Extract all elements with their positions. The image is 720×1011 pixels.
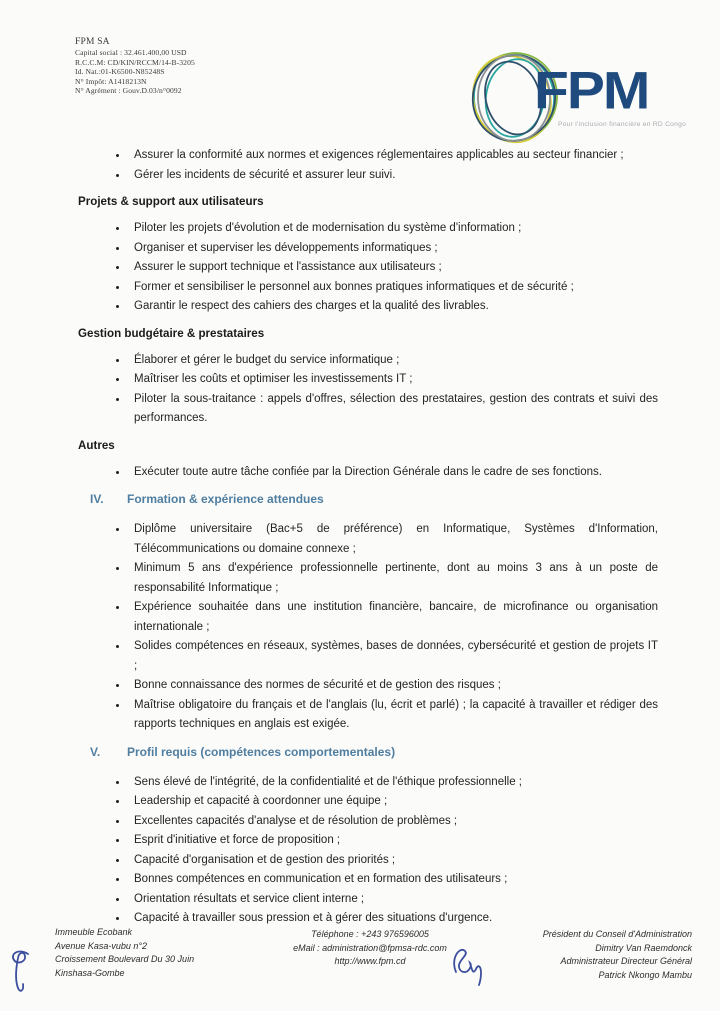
document-content — [78, 146, 658, 937]
list-item: • Orientation résultats et service client interne ; — [128, 890, 658, 910]
list-item: • Solides compétences en réseaux, systèmes, bases de données, cybersécurité et gestion de projets IT ; — [128, 637, 658, 676]
letterhead — [75, 37, 195, 96]
numbered-section-heading — [78, 743, 658, 761]
list-item: • Former et sensibiliser le personnel aux bonnes pratiques informatiques et de sécurité ; — [128, 278, 658, 298]
list-item: • Bonne connaissance des normes de sécurité et de gestion des risques ; — [128, 676, 658, 696]
bullet-list — [78, 351, 658, 429]
footer-email: eMail : administration@fpmsa-rdc.com — [293, 942, 447, 953]
signatory-name: Dimitry Van Raemdonck — [595, 942, 692, 953]
bullet-list — [78, 146, 658, 185]
list-item: • Minimum 5 ans d'expérience professionnelle pertinente, dont au moins 3 ans à un poste de responsabilité Informatique ; — [128, 559, 658, 598]
list-item: • Excellentes capacités d'analyse et de résolution de problèmes ; — [128, 812, 658, 832]
company-name: FPM SA — [75, 37, 110, 47]
list-item: • Leadership et capacité à coordonner une équipe ; — [128, 792, 658, 812]
logo-wordmark: FPM — [534, 61, 649, 121]
signatory-name: Patrick Nkongo Mambu — [598, 969, 692, 980]
list-item: • Maîtrise obligatoire du français et de l'anglais (lu, écrit et parlé) ; la capacité à travailler et rédiger des rapports techniques en anglais est exigée. — [128, 696, 658, 735]
list-item: • Maîtriser les coûts et optimiser les investissements IT ; — [128, 370, 658, 390]
footer-signatories — [432, 928, 692, 982]
list-item: • Piloter la sous-traitance : appels d'offres, sélection des prestataires, gestion des contrats et suivi des performances. — [128, 390, 658, 429]
list-item: • Diplôme universitaire (Bac+5 de préférence) en Informatique, Systèmes d'Information, Télécommunications ou domaine connexe ; — [128, 520, 658, 559]
list-item: • Gérer les incidents de sécurité et assurer leur suivi. — [128, 166, 658, 186]
section-number: IV. — [90, 492, 104, 506]
list-item: • Assurer la conformité aux normes et exigences réglementaires applicables au secteur financier ; — [128, 146, 658, 166]
bullet-list — [78, 463, 658, 483]
section-title: Formation & expérience attendues — [127, 492, 324, 506]
footer-website: http://www.fpm.cd — [334, 956, 406, 966]
list-item: • Bonnes compétences en communication et en formation des utilisateurs ; — [128, 870, 658, 890]
company-info-line: Capital social : 32.461.400,00 USD — [75, 48, 187, 57]
list-item: • Expérience souhaitée dans une institution financière, bancaire, de microfinance ou organisation internationale ; — [128, 598, 658, 637]
footer-address-line: Kinshasa-Gombe — [55, 967, 125, 978]
footer-address-line: Avenue Kasa-vubu n°2 — [55, 940, 147, 951]
signatory-title: Administrateur Directeur Général — [560, 956, 692, 966]
company-info-line: Id. Nat.:01-K6500-N85248S — [75, 67, 165, 77]
section-heading: Autres — [78, 438, 115, 452]
company-info-line: N° Impôt: A1418213N — [75, 76, 147, 86]
bullet-list — [78, 219, 658, 317]
logo-tagline: Pour l'inclusion financière en RD Congo — [558, 121, 687, 128]
section-heading: Gestion budgétaire & prestataires — [78, 326, 265, 340]
list-item: • Organiser et superviser les développements informatiques ; — [128, 239, 658, 259]
company-info-line: R.C.C.M: CD/KIN/RCCM/14-B-3205 — [75, 57, 195, 67]
list-item: • Piloter les projets d'évolution et de modernisation du système d'information ; — [128, 219, 658, 239]
section-number: V. — [90, 744, 101, 759]
footer-address-line: Croissement Boulevard Du 30 Juin — [55, 954, 195, 964]
section-title: Profil requis (compétences comportementales) — [127, 744, 396, 759]
list-item: • Exécuter toute autre tâche confiée par la Direction Générale dans le cadre de ses fonctions. — [128, 463, 658, 483]
handwritten-initials-left-icon — [4, 946, 40, 998]
footer-address — [55, 926, 194, 980]
list-item: • Garantir le respect des cahiers des charges et la qualité des livrables. — [128, 297, 658, 317]
bullet-list — [78, 520, 658, 735]
list-item: • Assurer le support technique et l'assistance aux utilisateurs ; — [128, 258, 658, 278]
list-item: • Élaborer et gérer le budget du service informatique ; — [128, 351, 658, 371]
footer-address-line: Immeuble Ecobank — [55, 927, 133, 937]
section-heading: Projets & support aux utilisateurs — [78, 195, 264, 208]
company-info-line: N° Agrément : Gouv.D.03/n°0092 — [75, 86, 182, 96]
bullet-list — [78, 773, 658, 929]
fpm-logo — [462, 50, 707, 145]
list-item: • Esprit d'initiative et force de proposition ; — [128, 831, 658, 851]
signatory-title: Président du Conseil d'Administration — [542, 929, 692, 939]
footer-phone: Téléphone : +243 976596005 — [311, 929, 429, 939]
list-item: • Capacité d'organisation et de gestion des priorités ; — [128, 851, 658, 871]
list-item: • Capacité à travailler sous pression et à gérer des situations d'urgence. — [128, 909, 658, 929]
numbered-section-heading — [78, 490, 658, 508]
list-item: • Sens élevé de l'intégrité, de la confidentialité et de l'éthique professionnelle ; — [128, 773, 658, 793]
